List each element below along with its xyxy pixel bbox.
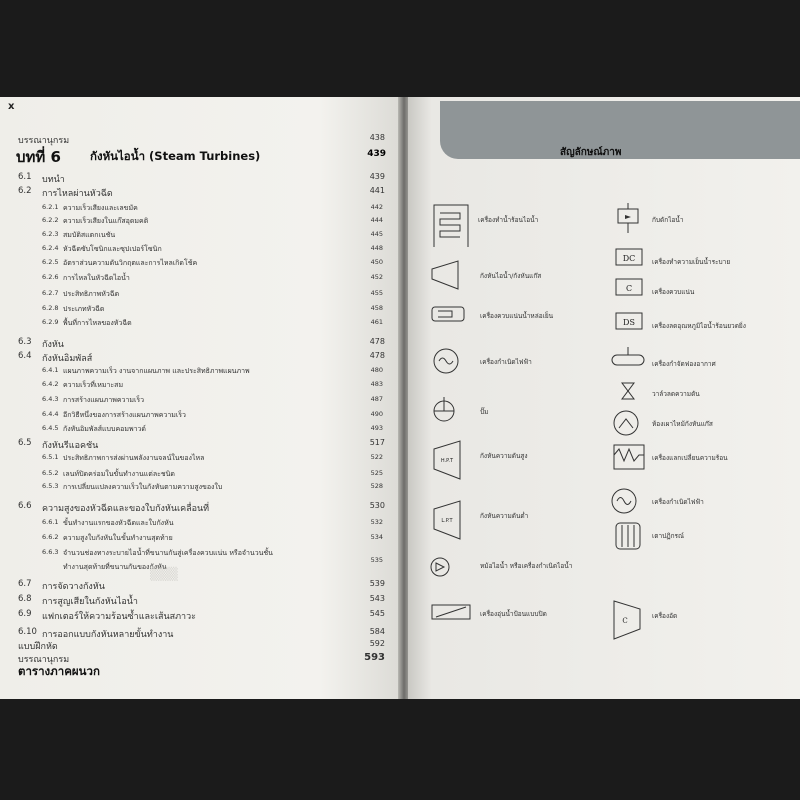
symbol-entry <box>428 203 598 237</box>
toc-page <box>0 97 400 699</box>
toc-entry-page: 483 <box>370 380 383 388</box>
symbol-label: เครื่องควบแน่นน้ำหล่อเย็น <box>480 312 554 320</box>
toc-entry <box>0 289 398 305</box>
toc-entry-number: 6.6 <box>18 501 32 511</box>
toc-entry <box>0 518 398 534</box>
toc-entry-page: 522 <box>370 453 383 461</box>
toc-entry-page: 458 <box>370 304 383 312</box>
toc-entry-number: 6.2.6 <box>42 273 59 281</box>
toc-entry-number: 6.4 <box>18 351 32 361</box>
toc-entry-title: การสร้างแผนภาพความเร็ว <box>63 396 145 404</box>
toc-entry-title: อัตราส่วนความดันวิกฤตและการไหลเกิดโช้ค <box>63 259 198 267</box>
symbol-entry <box>608 441 778 475</box>
toc-entry-page: 439 <box>369 172 385 181</box>
steam-trap-icon <box>608 203 652 247</box>
toc-entry-page: 490 <box>370 410 383 418</box>
toc-entry-title: บรรณานุกรม <box>18 136 70 146</box>
lp-turbine-icon <box>428 499 472 543</box>
svg-text:DC: DC <box>622 254 636 263</box>
symbol-entry <box>428 259 598 293</box>
toc-entry-title: ประสิทธิภาพการส่งผ่านพลังงานจลน์ในของไหล <box>63 454 205 462</box>
symbol-entry <box>428 439 598 473</box>
toc-entry-number: 6.2 <box>18 186 32 196</box>
toc-entry-page: 445 <box>370 230 383 238</box>
svg-text:H.P.T: H.P.T <box>440 458 454 464</box>
toc-entry <box>0 482 398 498</box>
toc-entry-number: 6.2.7 <box>42 289 59 297</box>
toc-entry-title: ความสูงใบกังหันในขั้นทำงานสุดท้าย <box>63 534 173 542</box>
symbol-label: เครื่องทำน้ำร้อนไอน้ำ <box>478 216 539 224</box>
page-marker: x <box>8 101 15 112</box>
toc-entry-number: 6.10 <box>18 627 37 637</box>
toc-entry-title: การสูญเสียในกังหันไอน้ำ <box>42 597 138 607</box>
toc-entry-page: 525 <box>370 469 383 477</box>
toc-entry-page: 543 <box>369 594 385 603</box>
symbol-label: ห้องเผาไหม้กังหันแก๊ส <box>652 420 713 428</box>
toc-entry-page: 517 <box>369 438 385 447</box>
toc-entry-number: 6.8 <box>18 594 32 604</box>
toc-entry-title: แผนภาพความเร็ว งานจากแผนภาพ และประสิทธิภาพแผนภาพ <box>63 367 250 375</box>
chapter-heading <box>16 145 386 167</box>
toc-entry-page: 442 <box>370 203 383 211</box>
toc-entry-number: 6.5.3 <box>42 482 59 490</box>
symbol-entry <box>608 309 778 343</box>
toc-entry-title: ความสูงของหัวฉีดและของใบกังหันเคลื่อนที่ <box>42 504 210 514</box>
toc-entry <box>0 395 398 411</box>
toc-entry-title: ประเภทหัวฉีด <box>63 305 105 313</box>
heat-exchanger-icon <box>608 441 652 485</box>
symbol-label: เครื่องทำความเย็นน้ำระบาย <box>652 258 731 266</box>
toc-entry-number: 6.5.2 <box>42 469 59 477</box>
symbol-label: เครื่องอัด <box>652 612 678 620</box>
toc-entry-number: 6.6.3 <box>42 548 59 556</box>
svg-text:C: C <box>625 284 633 293</box>
appendix-heading: ตารางภาคผนวก <box>18 664 100 678</box>
chapter-number: บทที่ 6 <box>16 148 61 166</box>
toc-entry <box>0 453 398 469</box>
toc-entry-title: กังหันอิมพัลส์ <box>42 354 93 364</box>
toc-entry-title: ประสิทธิภาพหัวฉีด <box>63 290 120 298</box>
toc-entry-number: 6.9 <box>18 609 32 619</box>
symbol-entry <box>608 275 778 309</box>
toc-entry-page: 532 <box>370 518 383 526</box>
toc-entry-title: กังหัน <box>42 340 64 350</box>
symbol-label: กับดักไอน้ำ <box>652 216 684 224</box>
toc-entry-title: ความเร็วที่เหมาะสม <box>63 381 124 389</box>
toc-entry <box>0 351 398 367</box>
symbol-entry <box>428 345 598 379</box>
toc-entry-page: 530 <box>369 501 385 510</box>
toc-entry-page: 478 <box>369 351 385 360</box>
toc-entry-title: เลนท์ปิดคร่อมในขั้นทำงานแต่ละชนิด <box>63 470 175 478</box>
svg-text:L.P.T: L.P.T <box>441 518 453 524</box>
toc-entry-number: 6.2.1 <box>42 203 59 211</box>
toc-entry-title: แบบฝึกหัด <box>18 642 58 652</box>
shell-condenser-icon <box>428 299 472 343</box>
toc-entry-number: 6.2.9 <box>42 318 59 326</box>
toc-entry-page: 487 <box>370 395 383 403</box>
chapter-title: กังหันไอน้ำ (Steam Turbines) <box>90 149 261 163</box>
toc-entry-title: การเปลี่ยนแปลงความเร็วในกังหันตามความสูงของใบ <box>63 483 223 491</box>
symbol-label: หม้อไอน้ำ หรือเครื่องกำเนิดไอน้ำ <box>480 562 573 570</box>
symbol-label: วาล์วลดความดัน <box>652 390 700 398</box>
toc-entry-page: 592 <box>369 639 385 648</box>
toc-entry-number: 6.5 <box>18 438 32 448</box>
toc-entry-page: 593 <box>364 652 385 663</box>
toc-entry-title: สมบัติสแตกเนชัน <box>63 231 116 239</box>
toc-entry-number: 6.2.5 <box>42 258 59 266</box>
symbol-entry <box>608 519 778 553</box>
symbol-entry <box>428 299 598 333</box>
toc-entry-number: 6.4.3 <box>42 395 59 403</box>
symbol-entry <box>428 549 598 583</box>
toc-entry-number: 6.2.2 <box>42 216 59 224</box>
toc-entry <box>0 380 398 396</box>
symbol-label: เครื่องลดอุณหภูมิไอน้ำร้อนยวดยิ่ง <box>652 322 746 330</box>
turbine-icon <box>428 259 472 303</box>
toc-entry-page: 452 <box>370 273 383 281</box>
svg-text:DS: DS <box>623 318 635 327</box>
toc-entry-number: 6.2.4 <box>42 244 59 252</box>
symbol-label: เครื่องกำจัดฟองอากาศ <box>652 360 716 368</box>
toc-entry <box>0 556 398 578</box>
toc-entry-number: 6.4.2 <box>42 380 59 388</box>
toc-entry-page: 493 <box>370 424 383 432</box>
toc-entry <box>0 609 398 625</box>
toc-entry-page: 534 <box>370 533 383 541</box>
symbol-label: เครื่องกำเนิดไฟฟ้า <box>480 358 532 366</box>
symbol-label: เครื่องแลกเปลี่ยนความร้อน <box>652 454 728 462</box>
toc-entry-title: กังหันอิมพัลส์แบบคอมพาวด์ <box>63 425 146 433</box>
symbol-label: กังหันความดันต่ำ <box>480 512 529 520</box>
toc-entry <box>0 501 398 517</box>
toc-entry-title: ทำงานสุดท้ายที่ขนานกันของกังหัน <box>63 563 167 571</box>
reactor-icon <box>608 519 652 563</box>
toc-entry-title: กังหันรีแอคชัน <box>42 441 99 451</box>
hp-turbine-icon <box>428 439 472 483</box>
symbol-entry <box>428 499 598 533</box>
toc-entry-title: ความเร็วเสียงและเลขมัค <box>63 204 138 212</box>
symbol-entry <box>608 407 778 441</box>
motor-pump-icon <box>428 549 472 593</box>
toc-entry-number: 6.4.4 <box>42 410 59 418</box>
symbol-label: เครื่องอุ่นน้ำป้อนแบบปิด <box>480 610 547 618</box>
toc-entry-page: 444 <box>370 216 383 224</box>
toc-entry-title: การไหลผ่านหัวฉีด <box>42 189 113 199</box>
toc-entry-page: 478 <box>369 337 385 346</box>
symbol-entry <box>428 597 598 631</box>
toc-entry-title: บรรณานุกรม <box>18 655 70 665</box>
toc-entry-number: 6.4.1 <box>42 366 59 374</box>
toc-entry-page: 441 <box>369 186 385 195</box>
toc-entry-number: 6.2.3 <box>42 230 59 238</box>
toc-entry-page: 455 <box>370 289 383 297</box>
symbol-label: กังหันไอน้ำ/กังหันแก๊ส <box>480 272 542 280</box>
symbol-entry <box>608 599 778 633</box>
pump-icon <box>428 395 472 439</box>
symbol-label: เครื่องกำเนิดไฟฟ้า <box>652 498 704 506</box>
symbol-label: เครื่องควบแน่น <box>652 288 695 296</box>
toc-entry-title: ขั้นทำงานแรกของหัวฉีดและใบกังหัน <box>63 519 174 527</box>
toc-entry-number: 6.7 <box>18 579 32 589</box>
toc-entry-title: การไหลในหัวฉีดไอน้ำ <box>63 274 130 282</box>
toc-entry <box>0 273 398 289</box>
feedwater-heater-icon <box>428 203 472 247</box>
toc-entry-title: การออกแบบกังหันหลายขั้นทำงาน <box>42 630 174 640</box>
toc-entry-title: จำนวนช่องทางระบายไอน้ำที่ขนานกันสู่เครื่องควบแน่น หรือจำนวนชั้น <box>63 549 273 557</box>
toc-entry-title: ความเร็วเสียงในแก๊สอุดมคติ <box>63 217 149 225</box>
symbols-page <box>408 97 800 699</box>
toc-entry-page: 584 <box>369 627 385 636</box>
symbol-entry <box>428 395 598 429</box>
toc-entry-number: 6.3 <box>18 337 32 347</box>
toc-entry-page: 461 <box>370 318 383 326</box>
symbol-entry <box>608 485 778 519</box>
compressor-icon <box>608 599 652 643</box>
symbol-label: เตาปฏิกรณ์ <box>652 532 685 540</box>
toc-entry-page: 539 <box>369 579 385 588</box>
header-band <box>440 101 800 159</box>
toc-entry-page: 448 <box>370 244 383 252</box>
toc-entry-number: 6.2.8 <box>42 304 59 312</box>
toc-entry-page: 535 <box>370 556 383 564</box>
toc-entry <box>0 594 398 610</box>
toc-entry <box>0 318 398 334</box>
toc-entry-page: 438 <box>369 133 385 142</box>
open-heater-icon <box>428 597 472 641</box>
toc-entry-title: แฟกเตอร์ให้ความร้อนซ้ำและเส้นสภาวะ <box>42 612 196 622</box>
symbol-entry <box>608 245 778 279</box>
show-through: ▒▒▒ <box>150 567 178 581</box>
page-title: สัญลักษณ์ภาพ <box>560 147 622 158</box>
symbol-entry <box>608 377 778 411</box>
toc-entry-number: 6.4.5 <box>42 424 59 432</box>
toc-entry-page: 528 <box>370 482 383 490</box>
symbol-label: ปั๊ม <box>480 408 489 416</box>
toc-entry-number: 6.6.2 <box>42 533 59 541</box>
toc-entry <box>0 186 398 202</box>
toc-entry <box>0 533 398 549</box>
symbol-grid <box>408 159 800 689</box>
toc-entry-title: บทนำ <box>42 175 65 185</box>
toc-entry-page: 450 <box>370 258 383 266</box>
toc-entry-number: 6.1 <box>18 172 32 182</box>
symbol-entry <box>608 347 778 381</box>
chapter-page: 439 <box>367 149 386 159</box>
toc-entry <box>0 438 398 454</box>
toc-entry <box>0 579 398 595</box>
symbol-label: กังหันความดันสูง <box>480 452 528 460</box>
toc-entry-title: หัวฉีดซับโซนิกและซุปเปอร์โซนิก <box>63 245 162 253</box>
svg-text:C: C <box>622 617 628 625</box>
generator-icon <box>428 345 472 389</box>
symbol-entry <box>608 203 778 237</box>
toc-entry-title: การจัดวางกังหัน <box>42 582 105 592</box>
toc-entry-number: 6.5.1 <box>42 453 59 461</box>
toc-entry-page: 480 <box>370 366 383 374</box>
toc-entry-title: พื้นที่การไหลของหัวฉีด <box>63 319 132 327</box>
toc-entry-number: 6.6.1 <box>42 518 59 526</box>
toc-entry-page: 545 <box>369 609 385 618</box>
toc-entry <box>0 258 398 274</box>
toc-entry-title: อีกวิธีหนึ่งของการสร้างแผนภาพความเร็ว <box>63 411 186 419</box>
